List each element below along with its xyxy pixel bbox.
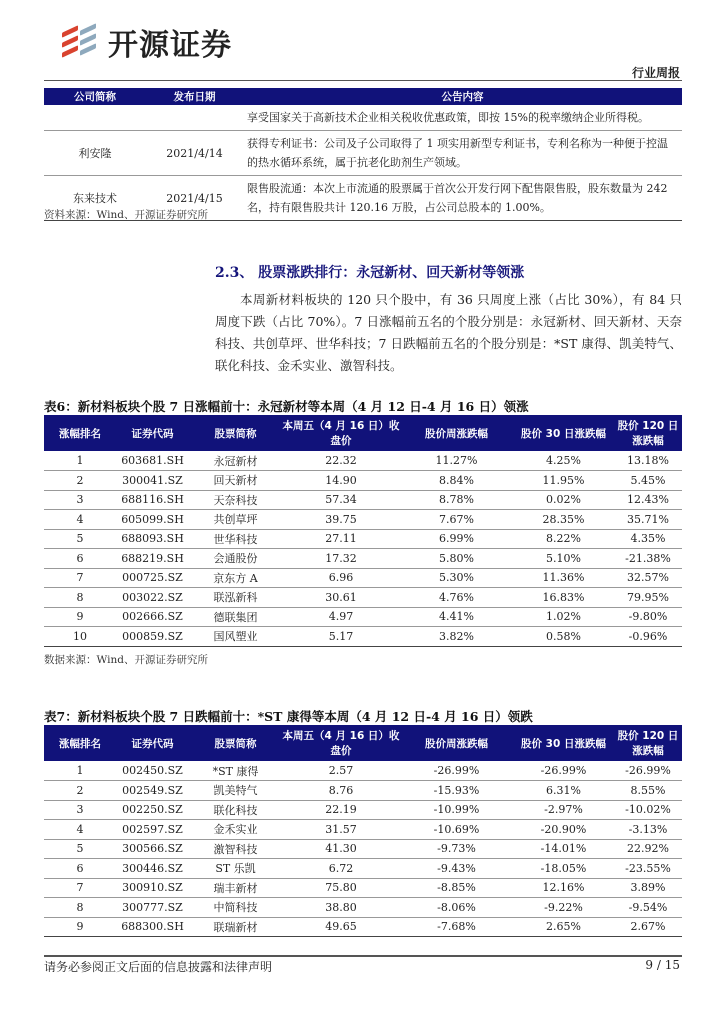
col-header: 股价 30 日涨跌幅: [513, 415, 614, 451]
cell-close: 31.57: [282, 820, 400, 840]
cell-name: 德联集团: [189, 607, 282, 627]
cell-code: 688116.SH: [116, 490, 189, 510]
table-row: [44, 761, 682, 781]
table-row: [44, 800, 682, 820]
cell-name: 天奈科技: [189, 490, 282, 510]
cell-rank: 1: [44, 451, 116, 471]
table7-caption: 表7：新材料板块个股 7 日跌幅前十：*ST 康得等本周（4 月 12 日-4 月 16 日）领跌: [44, 709, 533, 724]
cell-rank: 2: [44, 471, 116, 491]
cell-close: 57.34: [282, 490, 400, 510]
cell-code: 688300.SH: [116, 917, 189, 937]
cell-name: 瑞丰新材: [189, 878, 282, 898]
cell-name: 激智科技: [189, 839, 282, 859]
cell-weekly: 6.99%: [400, 529, 513, 549]
announcement-table: [44, 88, 682, 221]
cell-code: 603681.SH: [116, 451, 189, 471]
cell-name: ST 乐凯: [189, 859, 282, 879]
cell-name: *ST 康得: [189, 761, 282, 781]
cell-120d: -3.13%: [614, 820, 682, 840]
col-header: 股价周涨跌幅: [400, 415, 513, 451]
table-row: [44, 510, 682, 530]
section-paragraph: 本周新材料板块的 120 只个股中，有 36 只周度上涨（占比 30%），有 84 只周度下跌（占比 70%）。7 日涨幅前五名的个股分别是：永冠新材、回天新材、天奈科技、共创草坪、世华科技；7 日跌幅前五名的个股分别是：*ST 康得、凯美特气、联化科技、金禾实业、激智科技。: [215, 292, 682, 373]
col-header: 证券代码: [116, 725, 189, 761]
cell-weekly: 5.80%: [400, 549, 513, 569]
cell-name: 中简科技: [189, 898, 282, 918]
cell-30d: 0.58%: [513, 627, 614, 647]
cell-code: 688093.SH: [116, 529, 189, 549]
cell-name: 共创草坪: [189, 510, 282, 530]
cell-code: 002666.SZ: [116, 607, 189, 627]
col-header: 股价 120 日涨跌幅: [614, 725, 682, 761]
col-header: 公司简称: [44, 88, 146, 105]
cell-company: 东来技术: [44, 176, 146, 221]
cell-rank: 7: [44, 878, 116, 898]
cell-close: 41.30: [282, 839, 400, 859]
cell-close: 4.97: [282, 607, 400, 627]
cell-name: 永冠新材: [189, 451, 282, 471]
cell-weekly: 3.82%: [400, 627, 513, 647]
company-logo: [60, 20, 232, 64]
table-row: [44, 627, 682, 647]
cell-weekly: 8.84%: [400, 471, 513, 491]
cell-close: 6.96: [282, 568, 400, 588]
cell-30d: -9.22%: [513, 898, 614, 918]
cell-close: 75.80: [282, 878, 400, 898]
cell-30d: -20.90%: [513, 820, 614, 840]
table-row: [44, 490, 682, 510]
cell-rank: 6: [44, 859, 116, 879]
cell-120d: 35.71%: [614, 510, 682, 530]
page-number: 9 / 15: [645, 958, 680, 972]
cell-date: 2021/4/15: [146, 176, 243, 221]
cell-close: 39.75: [282, 510, 400, 530]
cell-code: 000859.SZ: [116, 627, 189, 647]
cell-rank: 10: [44, 627, 116, 647]
table-row: [44, 917, 682, 937]
table-row: [44, 549, 682, 569]
cell-rank: 3: [44, 800, 116, 820]
cell-120d: -9.54%: [614, 898, 682, 918]
table-row: [44, 781, 682, 801]
cell-close: 14.90: [282, 471, 400, 491]
table-row: [44, 859, 682, 879]
table-row: [44, 451, 682, 471]
table-row: [44, 878, 682, 898]
cell-company: [44, 105, 146, 131]
cell-code: 002450.SZ: [116, 761, 189, 781]
cell-rank: 8: [44, 588, 116, 608]
cell-name: 凯美特气: [189, 781, 282, 801]
cell-30d: -26.99%: [513, 761, 614, 781]
table6-caption: 表6：新材料板块个股 7 日涨幅前十：永冠新材等本周（4 月 12 日-4 月 16 日）领涨: [44, 399, 529, 414]
cell-30d: 16.83%: [513, 588, 614, 608]
col-header: 股价周涨跌幅: [400, 725, 513, 761]
cell-120d: 79.95%: [614, 588, 682, 608]
cell-30d: 4.25%: [513, 451, 614, 471]
cell-content: 限售股流通：本次上市流通的股票属于首次公开发行网下配售限售股，股东数量为 242 名，持有限售股共计 120.16 万股，占公司总股本的 1.00%。: [243, 176, 682, 221]
cell-120d: -21.38%: [614, 549, 682, 569]
cell-close: 2.57: [282, 761, 400, 781]
cell-30d: -18.05%: [513, 859, 614, 879]
cell-code: 300041.SZ: [116, 471, 189, 491]
table6-source: 数据来源：Wind、开源证券研究所: [44, 654, 208, 666]
cell-120d: 3.89%: [614, 878, 682, 898]
footer-divider: [44, 955, 682, 957]
cell-rank: 6: [44, 549, 116, 569]
cell-120d: 32.57%: [614, 568, 682, 588]
col-header: 涨幅排名: [44, 725, 116, 761]
cell-rank: 9: [44, 917, 116, 937]
cell-rank: 1: [44, 761, 116, 781]
cell-company: 利安隆: [44, 131, 146, 176]
col-header: 发布日期: [146, 88, 243, 105]
logo-mark-icon: [60, 21, 98, 63]
cell-30d: 0.02%: [513, 490, 614, 510]
cell-content: 享受国家关于高新技术企业相关税收优惠政策，即按 15%的税率缴纳企业所得税。: [243, 105, 682, 131]
cell-30d: 2.65%: [513, 917, 614, 937]
cell-rank: 7: [44, 568, 116, 588]
gainers-table: [44, 415, 682, 647]
cell-code: 300566.SZ: [116, 839, 189, 859]
cell-weekly: -26.99%: [400, 761, 513, 781]
cell-120d: 22.92%: [614, 839, 682, 859]
cell-30d: -14.01%: [513, 839, 614, 859]
col-header: 证券代码: [116, 415, 189, 451]
cell-30d: 5.10%: [513, 549, 614, 569]
cell-code: 688219.SH: [116, 549, 189, 569]
cell-name: 联瑞新材: [189, 917, 282, 937]
cell-close: 8.76: [282, 781, 400, 801]
cell-close: 49.65: [282, 917, 400, 937]
cell-close: 30.61: [282, 588, 400, 608]
cell-30d: 12.16%: [513, 878, 614, 898]
cell-code: 300777.SZ: [116, 898, 189, 918]
cell-weekly: 4.41%: [400, 607, 513, 627]
table-source: 资料来源：Wind、开源证券研究所: [44, 209, 208, 221]
cell-date: 2021/4/14: [146, 131, 243, 176]
cell-rank: 5: [44, 529, 116, 549]
table-row: [44, 839, 682, 859]
cell-120d: 2.67%: [614, 917, 682, 937]
table-row: [44, 820, 682, 840]
cell-content: 获得专利证书：公司及子公司取得了 1 项实用新型专利证书，专利名称为一种便于控温的热水循环系统，属于抗老化助剂生产领域。: [243, 131, 682, 176]
cell-120d: 8.55%: [614, 781, 682, 801]
cell-rank: 2: [44, 781, 116, 801]
cell-close: 22.19: [282, 800, 400, 820]
cell-name: 金禾实业: [189, 820, 282, 840]
cell-30d: 28.35%: [513, 510, 614, 530]
cell-name: 国风塑业: [189, 627, 282, 647]
header-divider: [44, 80, 682, 81]
cell-code: 003022.SZ: [116, 588, 189, 608]
table-row: [44, 529, 682, 549]
table-row: [44, 588, 682, 608]
report-type: 行业周报: [631, 66, 680, 80]
cell-30d: 8.22%: [513, 529, 614, 549]
cell-weekly: 8.78%: [400, 490, 513, 510]
table-row: [44, 898, 682, 918]
cell-weekly: 4.76%: [400, 588, 513, 608]
cell-code: 002597.SZ: [116, 820, 189, 840]
cell-name: 世华科技: [189, 529, 282, 549]
cell-code: 002549.SZ: [116, 781, 189, 801]
table-row: [44, 471, 682, 491]
cell-close: 6.72: [282, 859, 400, 879]
col-header: 涨幅排名: [44, 415, 116, 451]
cell-120d: -26.99%: [614, 761, 682, 781]
cell-name: 回天新材: [189, 471, 282, 491]
cell-30d: 1.02%: [513, 607, 614, 627]
col-header: 股价 120 日涨跌幅: [614, 415, 682, 451]
cell-120d: 5.45%: [614, 471, 682, 491]
footer-disclaimer: 请务必参阅正文后面的信息披露和法律声明: [44, 960, 273, 974]
table-row: [44, 607, 682, 627]
cell-120d: -23.55%: [614, 859, 682, 879]
cell-30d: 6.31%: [513, 781, 614, 801]
cell-120d: 12.43%: [614, 490, 682, 510]
col-header: 本周五（4 月 16 日）收盘价: [282, 725, 400, 761]
cell-120d: -0.96%: [614, 627, 682, 647]
cell-close: 5.17: [282, 627, 400, 647]
cell-weekly: 11.27%: [400, 451, 513, 471]
cell-rank: 4: [44, 820, 116, 840]
losers-table: [44, 725, 682, 937]
cell-name: 联化科技: [189, 800, 282, 820]
cell-rank: 4: [44, 510, 116, 530]
cell-weekly: -7.68%: [400, 917, 513, 937]
cell-120d: -10.02%: [614, 800, 682, 820]
cell-weekly: -9.43%: [400, 859, 513, 879]
col-header: 本周五（4 月 16 日）收盘价: [282, 415, 400, 451]
cell-rank: 3: [44, 490, 116, 510]
cell-code: 300910.SZ: [116, 878, 189, 898]
col-header: 股票简称: [189, 415, 282, 451]
cell-120d: -9.80%: [614, 607, 682, 627]
col-header: 股票简称: [189, 725, 282, 761]
cell-weekly: 5.30%: [400, 568, 513, 588]
cell-close: 27.11: [282, 529, 400, 549]
cell-code: 002250.SZ: [116, 800, 189, 820]
cell-weekly: -9.73%: [400, 839, 513, 859]
cell-close: 17.32: [282, 549, 400, 569]
cell-weekly: -15.93%: [400, 781, 513, 801]
cell-code: 000725.SZ: [116, 568, 189, 588]
col-header: 公告内容: [243, 88, 682, 105]
cell-weekly: -8.85%: [400, 878, 513, 898]
cell-weekly: -10.99%: [400, 800, 513, 820]
cell-120d: 13.18%: [614, 451, 682, 471]
cell-30d: 11.95%: [513, 471, 614, 491]
cell-rank: 8: [44, 898, 116, 918]
table-row: [44, 105, 682, 131]
cell-name: 京东方 A: [189, 568, 282, 588]
cell-code: 300446.SZ: [116, 859, 189, 879]
cell-weekly: 7.67%: [400, 510, 513, 530]
cell-name: 会通股份: [189, 549, 282, 569]
cell-30d: -2.97%: [513, 800, 614, 820]
col-header: 股价 30 日涨跌幅: [513, 725, 614, 761]
cell-30d: 11.36%: [513, 568, 614, 588]
section-heading: 2.3、 股票涨跌排行：永冠新材、回天新材等领涨: [215, 265, 525, 281]
cell-close: 38.80: [282, 898, 400, 918]
cell-weekly: -10.69%: [400, 820, 513, 840]
table-row: [44, 131, 682, 176]
cell-name: 联泓新科: [189, 588, 282, 608]
table-row: [44, 568, 682, 588]
cell-120d: 4.35%: [614, 529, 682, 549]
cell-date: [146, 105, 243, 131]
brand-name: 开源证券: [108, 28, 232, 63]
cell-weekly: -8.06%: [400, 898, 513, 918]
cell-rank: 9: [44, 607, 116, 627]
cell-code: 605099.SH: [116, 510, 189, 530]
cell-rank: 5: [44, 839, 116, 859]
cell-close: 22.32: [282, 451, 400, 471]
